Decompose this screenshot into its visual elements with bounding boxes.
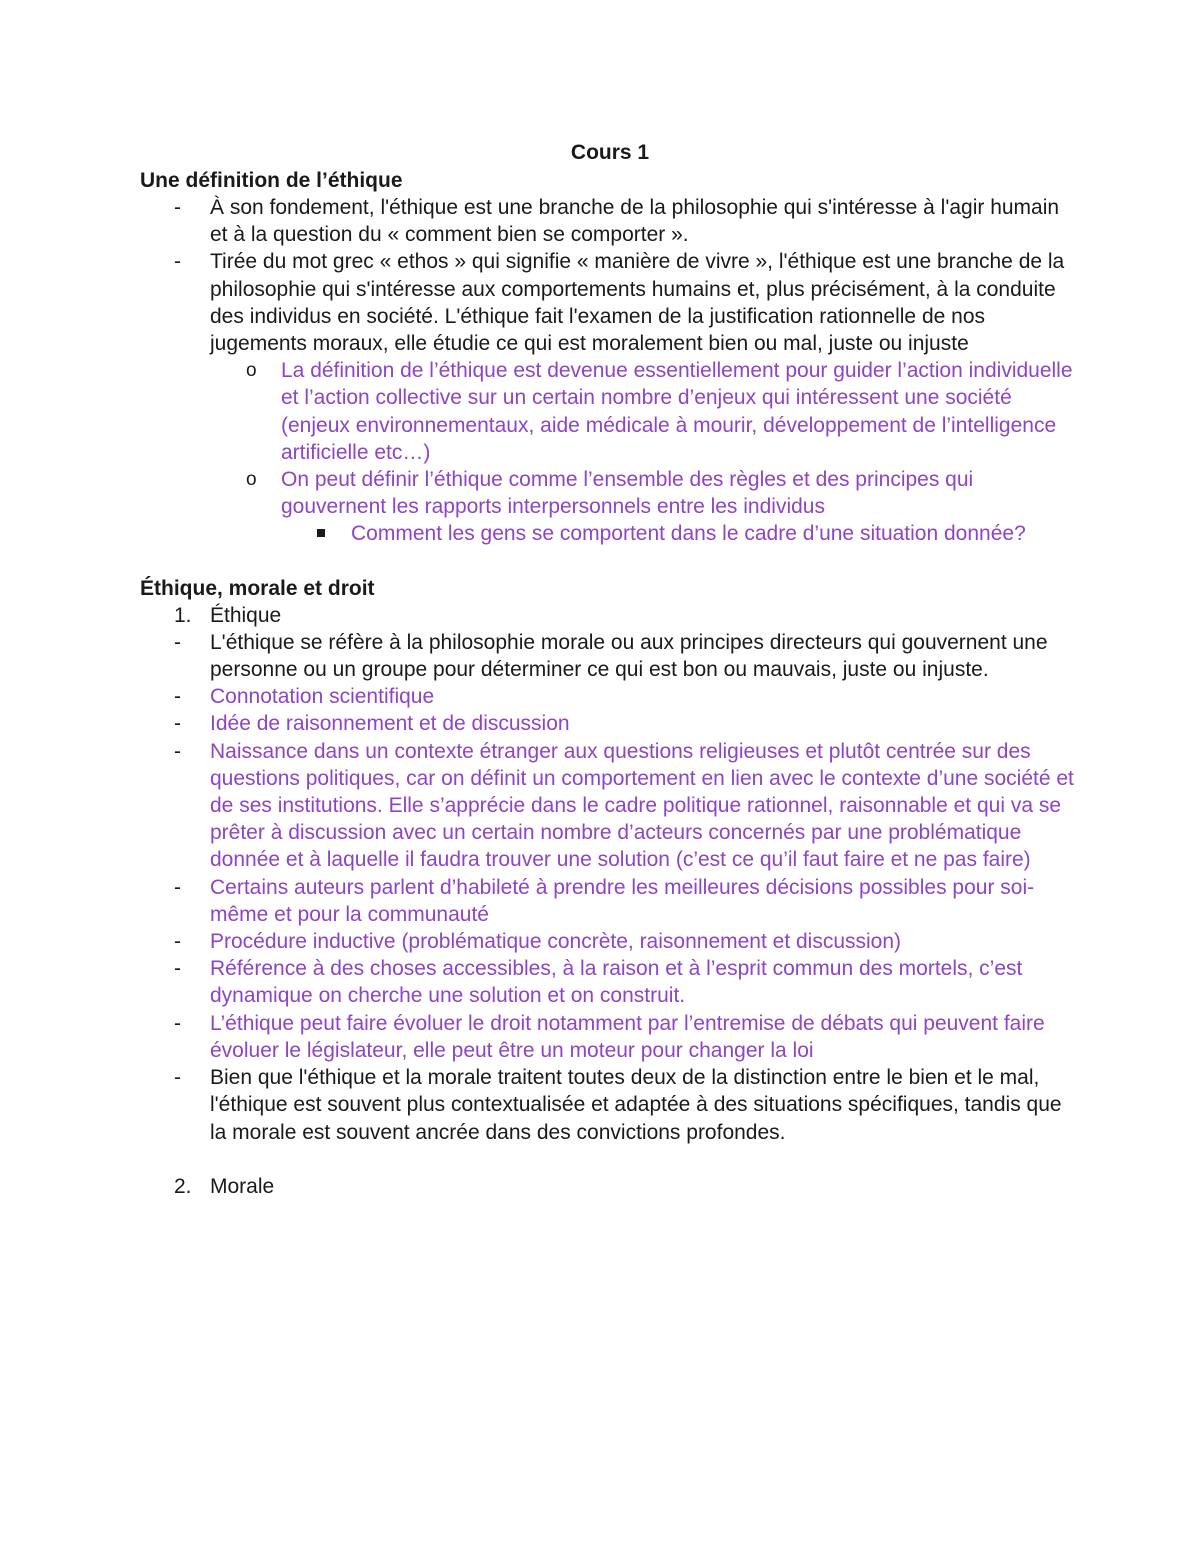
- section-heading-definition: Une définition de l’éthique: [140, 169, 403, 192]
- sub-list-item-text: On peut définir l’éthique comme l’ensemble des règles et des principes qui gouvernent les rapports interpersonnels entre les individus: [281, 468, 974, 519]
- list-item: [140, 683, 1080, 710]
- dash-bullet: -: [174, 930, 181, 954]
- list-item-text: Procédure inductive (problématique concrète, raisonnement et discussion): [210, 930, 902, 954]
- list-item-text: Tirée du mot grec « ethos » qui signifie « manière de vivre », l'éthique est une branche de la philosophie qui s'intéresse aux comportements humains et, plus précisément, à la conduite des individus en société. L'éthique fait l'examen de la justification rationnelle de nos jugements moraux, elle étudie ce qui est moralement bien ou mal, juste ou injuste: [210, 250, 1065, 356]
- document-page: [140, 139, 1080, 1200]
- list-item: [140, 874, 1080, 928]
- sub-list-item: [140, 357, 1080, 466]
- circle-bullet: o: [246, 360, 257, 382]
- list-item: [140, 955, 1080, 1009]
- list-item-text: Référence à des choses accessibles, à la raison et à l’esprit commun des mortels, c’est dynamique on cherche une solution et on construit.: [210, 957, 1023, 1008]
- list-item: [140, 738, 1080, 874]
- list-item-text: Naissance dans un contexte étranger aux questions religieuses et plutôt centrée sur des questions politiques, car on définit un comportement en lien avec le contexte d’une société et de ses institutions. Elle s’apprécie dans le cadre politique rationnel, raisonnable et qui va se prêter à discussion avec un certain nombre d’acteurs concernés par une problématique donnée et à laquelle il faudra trouver une solution (c’est ce qu’il faut faire et ne pas faire): [210, 739, 1074, 872]
- numbered-item: [140, 1173, 1080, 1200]
- sub-sub-list-item-text: Comment les gens se comportent dans le cadre d’une situation donnée?: [351, 522, 1026, 546]
- list-item-text: L’éthique peut faire évoluer le droit notamment par l’entremise de débats qui peuvent faire évoluer le législateur, elle peut être un moteur pour changer la loi: [210, 1011, 1045, 1062]
- list-item: [140, 1010, 1080, 1064]
- dash-bullet: -: [174, 250, 181, 274]
- list-item-text: L'éthique se réfère à la philosophie morale ou aux principes directeurs qui gouvernent une personne ou un groupe pour déterminer ce qui est bon ou mauvais, juste ou injuste.: [210, 630, 1048, 682]
- dash-bullet: -: [174, 957, 181, 981]
- dash-bullet: -: [174, 1066, 181, 1090]
- list-item-text: Connotation scientifique: [210, 685, 435, 709]
- list-item: [140, 194, 1080, 248]
- dash-bullet: -: [174, 712, 181, 736]
- numbered-item: [140, 602, 1080, 629]
- dash-bullet: -: [174, 875, 181, 899]
- page-title: Cours 1: [570, 141, 650, 164]
- sub-sub-list-item: [140, 520, 1080, 547]
- dash-bullet: -: [174, 630, 181, 654]
- numbered-item-text: Morale: [210, 1174, 275, 1198]
- spacer: [140, 1146, 1080, 1173]
- dash-bullet: -: [174, 685, 181, 709]
- square-bullet-icon: [317, 529, 325, 537]
- list-item-text: Certains auteurs parlent d’habileté à prendre les meilleures décisions possibles pour soi-même et pour la communauté: [210, 875, 1035, 926]
- list-item-text: À son fondement, l'éthique est une branche de la philosophie qui s'intéresse à l'agir humain et à la question du « comment bien se comporter ».: [210, 196, 1060, 247]
- list-item: [140, 1064, 1080, 1146]
- section-heading-ethique-morale-droit: Éthique, morale et droit: [140, 576, 375, 600]
- sub-list-item-text: La définition de l’éthique est devenue essentiellement pour guider l’action individuelle et l’action collective sur un certain nombre d’enjeux qui intéressent une société (enjeux environnementaux, aide médicale à mourir, développement de l’intelligence artificielle etc…): [281, 359, 1073, 464]
- list-item-text: Bien que l'éthique et la morale traitent toutes deux de la distinction entre le bien et le mal, l'éthique est souvent plus contextualisée et adaptée à des situations spécifiques, tandis que la morale est souvent ancrée dans des convictions profondes.: [210, 1066, 1062, 1144]
- dash-bullet: -: [174, 739, 181, 763]
- list-item: [140, 928, 1080, 955]
- dash-bullet: -: [174, 1011, 181, 1035]
- list-item-text: Idée de raisonnement et de discussion: [210, 712, 570, 736]
- spacer: [140, 548, 1080, 575]
- numbered-item-text: Éthique: [210, 603, 282, 627]
- number-marker: 1.: [174, 603, 192, 627]
- dash-bullet: -: [174, 196, 181, 219]
- list-item: [140, 248, 1080, 357]
- number-marker: 2.: [174, 1174, 192, 1198]
- list-item: [140, 710, 1080, 737]
- sub-list-item: [140, 466, 1080, 520]
- circle-bullet: o: [246, 469, 257, 491]
- list-item: [140, 629, 1080, 683]
